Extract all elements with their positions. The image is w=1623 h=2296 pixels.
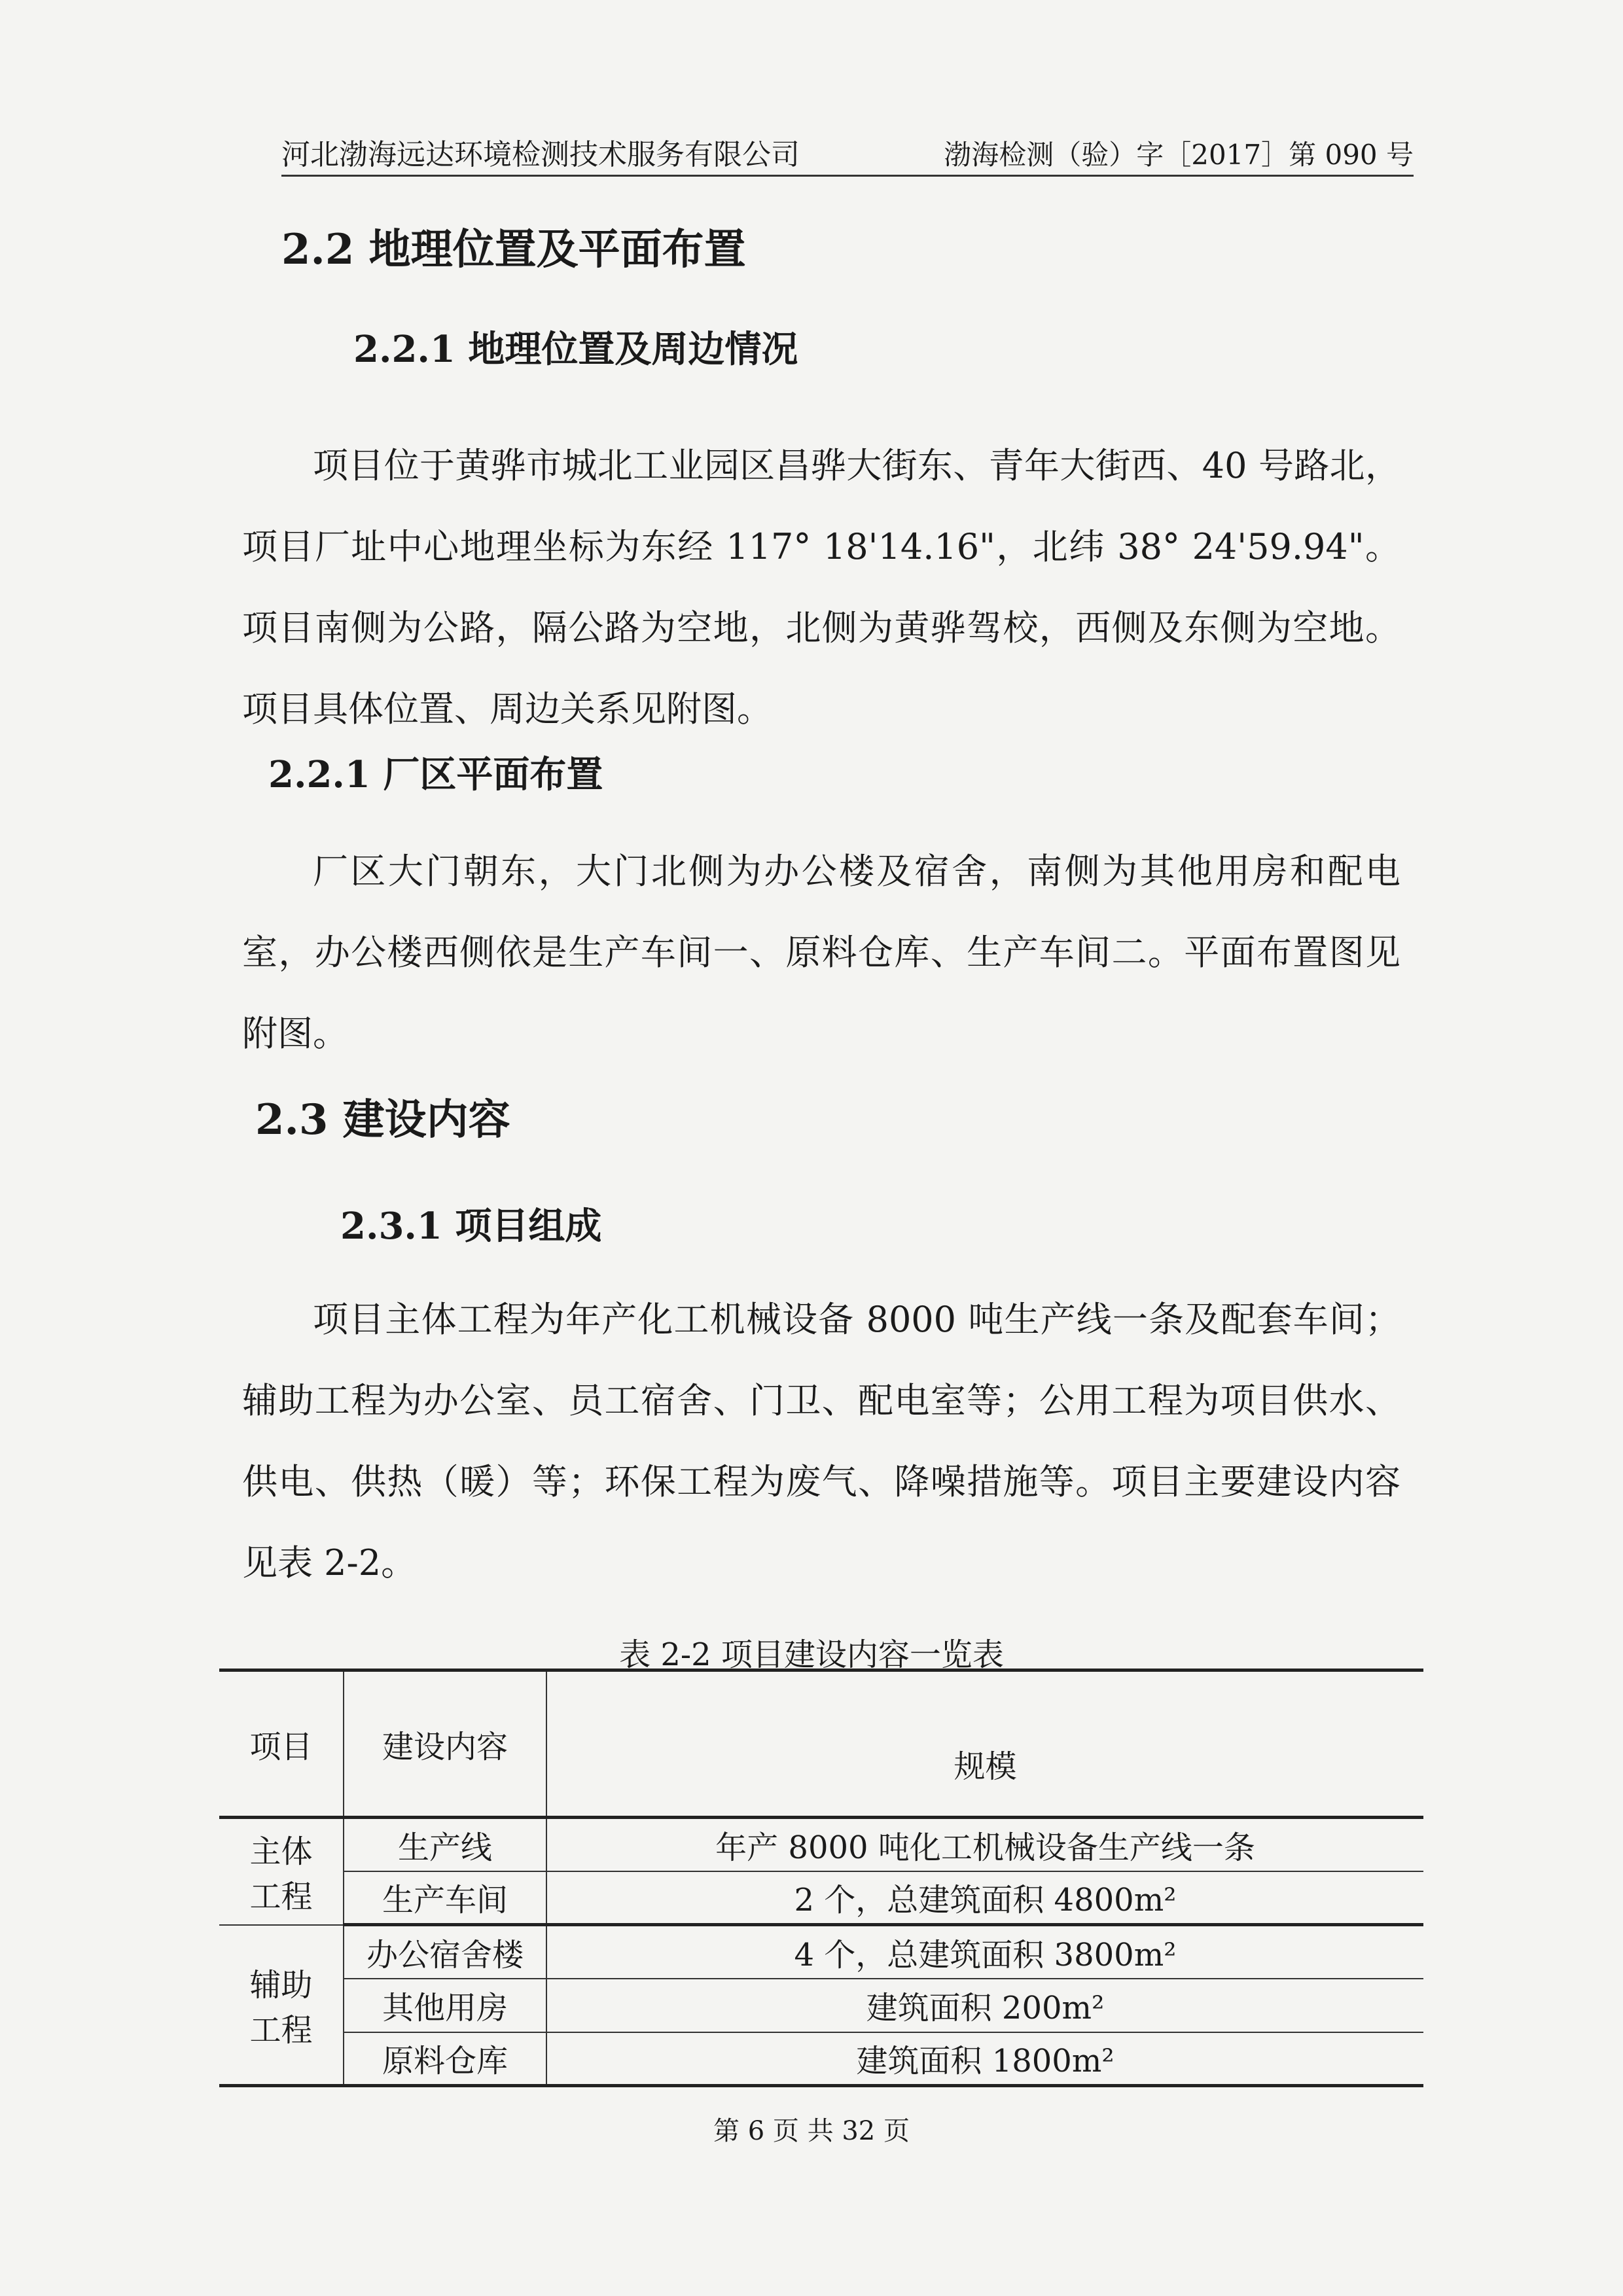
section-2-3-1-paragraph: 项目主体工程为年产化工机械设备 8000 吨生产线一条及配套车间；辅助工程为办公室、员工宿舍、门卫、配电室等；公用工程为项目供水、供电、供热（暖）等；环保工程为废气、降噪措施等。项目主要建设内容见表 2-2。 <box>242 1299 1400 1583</box>
header-company: 河北渤海远达环境检测技术服务有限公司 <box>281 138 800 171</box>
item-cell: 其他用房 <box>344 1979 546 2032</box>
section-2-2-1-paragraph: 项目位于黄骅市城北工业园区昌骅大街东、青年大街西、40 号路北，项目厂址中心地理坐标为东经 117° 18'14.16"，北纬 38° 24'59.94"。项目南侧为公路，隔公路为空地，北侧为黄骅驾校，西侧及东侧为空地。项目具体位置、周边关系见附图。 <box>242 445 1400 730</box>
group-label: 主体 工程 <box>249 1833 313 1916</box>
group-cell-main <box>219 1818 344 1925</box>
group-cell-auxiliary <box>219 1925 344 2086</box>
section-2-2-1b-paragraph: 厂区大门朝东，大门北侧为办公楼及宿舍，南侧为其他用房和配电室，办公楼西侧依是生产车间一、原料仓库、生产车间二。平面布置图见附图。 <box>242 851 1400 1054</box>
header-rule <box>281 175 1414 177</box>
group-label: 辅助 工程 <box>249 1966 313 2049</box>
table-header-row <box>219 1670 1423 1818</box>
header-cell-content: 建设内容 <box>344 1670 546 1818</box>
table-row <box>219 1979 1423 2032</box>
page-number: 第 6 页 共 32 页 <box>713 2116 910 2146</box>
section-2-2-title: 2.2 地理位置及平面布置 <box>281 225 746 274</box>
section-2-2-1-title: 2.2.1 地理位置及周边情况 <box>353 328 798 371</box>
page-header <box>281 131 1414 177</box>
header-cell-project: 项目 <box>219 1670 344 1818</box>
item-cell: 原料仓库 <box>344 2032 546 2086</box>
table-row <box>219 1925 1423 1979</box>
item-cell: 办公宿舍楼 <box>344 1925 546 1979</box>
table-row <box>219 1818 1423 1871</box>
table-row <box>219 2032 1423 2086</box>
scale-cell: 4 个，总建筑面积 3800m² <box>546 1925 1423 1979</box>
header-cell-scale: 规模 <box>546 1670 1423 1818</box>
header-doc-number: 渤海检测（验）字［2017］第 090 号 <box>944 139 1414 171</box>
item-cell: 生产车间 <box>344 1871 546 1925</box>
section-2-3-1-title: 2.3.1 项目组成 <box>340 1205 602 1248</box>
section-2-2-1b-title: 2.2.1 厂区平面布置 <box>268 753 603 796</box>
scale-cell: 建筑面积 1800m² <box>546 2032 1423 2086</box>
table-row <box>219 1871 1423 1925</box>
construction-content-table <box>219 1669 1423 2087</box>
section-2-3-title: 2.3 建设内容 <box>255 1095 510 1144</box>
scale-cell: 年产 8000 吨化工机械设备生产线一条 <box>546 1818 1423 1871</box>
scale-cell: 建筑面积 200m² <box>546 1979 1423 2032</box>
item-cell: 生产线 <box>344 1818 546 1871</box>
table-caption: 表 2-2 项目建设内容一览表 <box>619 1636 1004 1673</box>
scale-cell: 2 个，总建筑面积 4800m² <box>546 1871 1423 1925</box>
